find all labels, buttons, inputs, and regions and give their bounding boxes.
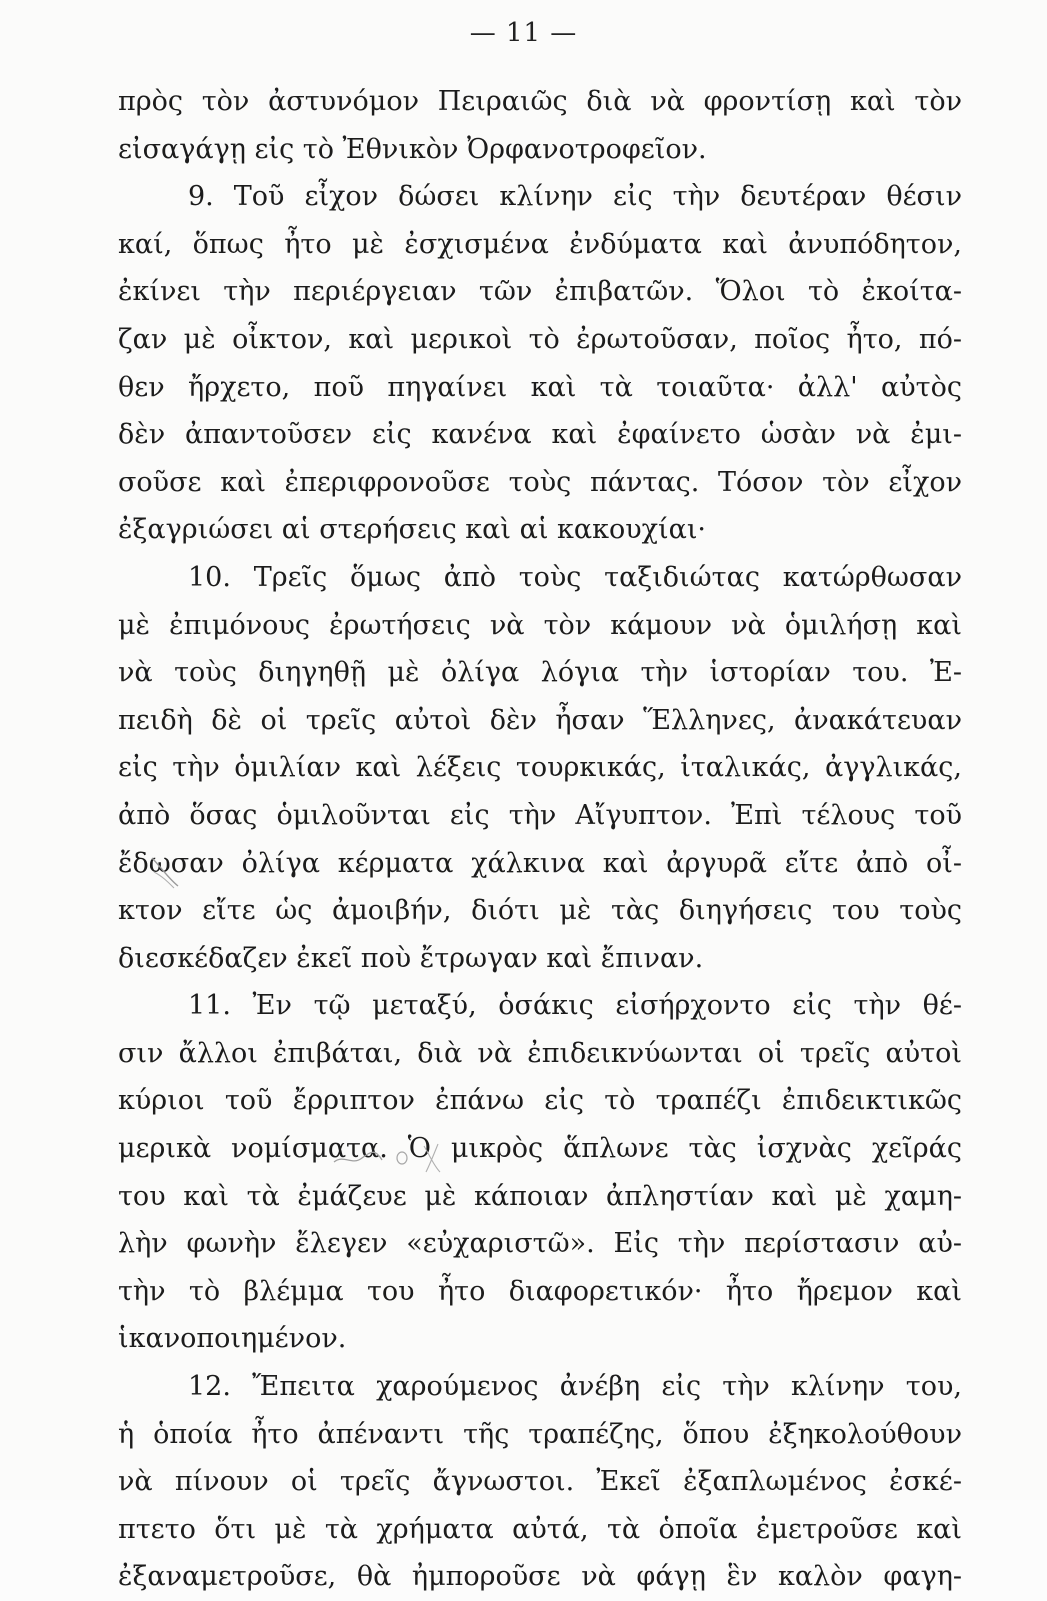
text-line: ζαν μὲ οἶκτον, καὶ μερικοὶ τὸ ἐρωτοῦσαν, ποῖος ἦτο, πό-: [118, 323, 962, 355]
text-line: εἰς τὴν ὁμιλίαν καὶ λέξεις τουρκικάς, ἰταλικάς, ἀγγλικάς,: [118, 752, 962, 784]
text-line: διεσκέδαζεν ἐκεῖ ποὺ ἔτρωγαν καὶ ἔπιναν.: [118, 942, 704, 974]
text-line: σιν ἄλλοι ἐπιβάται, διὰ νὰ ἐπιδεικνύωνται οἱ τρεῖς αὐτοὶ: [118, 1037, 962, 1069]
text-line: ἐξαγριώσει αἱ στερήσεις καὶ αἱ κακουχίαι·: [118, 514, 706, 546]
text-line: κτον εἴτε ὡς ἀμοιβήν, διότι μὲ τὰς διηγήσεις του τοὺς: [118, 895, 962, 927]
text-line: τὴν τὸ βλέμμα του ἦτο διαφορετικόν· ἦτο ἤρεμον καὶ: [118, 1275, 962, 1307]
text-line: μερικὰ νομίσματα. Ὁ μικρὸς ἅπλωνε τὰς ἰσχνὰς χεῖράς: [118, 1133, 962, 1165]
text-line: ἐκίνει τὴν περιέργειαν τῶν ἐπιβατῶν. Ὅλοι τὸ ἐκοίτα-: [118, 276, 962, 308]
text-line: δὲν ἀπαντοῦσεν εἰς κανένα καὶ ἐφαίνετο ὡσὰν νὰ ἐμι-: [118, 419, 962, 451]
text-line: μὲ ἐπιμόνους ἐρωτήσεις νὰ τὸν κάμουν νὰ ὁμιλήσῃ καὶ: [118, 609, 962, 641]
text-line: πειδὴ δὲ οἱ τρεῖς αὐτοὶ δὲν ἦσαν Ἕλληνες, ἀνακάτευαν: [118, 704, 962, 736]
text-line: 11. Ἐν τῷ μεταξύ, ὁσάκις εἰσήρχοντο εἰς τὴν θέ-: [188, 990, 962, 1022]
text-line: πτετο ὅτι μὲ τὰ χρήματα αὐτά, τὰ ὁποῖα ἐμετροῦσε καὶ: [118, 1513, 962, 1545]
text-line: 10. Τρεῖς ὅμως ἀπὸ τοὺς ταξιδιώτας κατώρθωσαν: [188, 561, 962, 593]
text-line: λὴν φωνὴν ἔλεγεν «εὐχαριστῶ». Εἰς τὴν περίστασιν αὐ-: [118, 1228, 962, 1260]
text-line: εἰσαγάγῃ εἰς τὸ Ἐθνικὸν Ὀρφανοτροφεῖον.: [118, 133, 707, 165]
text-line: ἐξαναμετροῦσε, θὰ ἠμποροῦσε νὰ φάγῃ ἓν καλὸν φαγη-: [118, 1561, 962, 1593]
text-line: πρὸς τὸν ἀστυνόμον Πειραιῶς διὰ νὰ φροντίσῃ καὶ τὸν: [118, 86, 962, 117]
text-line: ἀπὸ ὅσας ὁμιλοῦνται εἰς τὴν Αἴγυπτον. Ἐπὶ τέλους τοῦ: [118, 799, 962, 831]
text-line: ἡ ὁποία ἦτο ἀπέναντι τῆς τραπέζης, ὅπου ἐξηκολούθουν: [118, 1418, 962, 1450]
text-line: του καὶ τὰ ἐμάζευε μὲ κάποιαν ἀπληστίαν καὶ μὲ χαμη-: [118, 1180, 962, 1212]
text-line: κύριοι τοῦ ἔρριπτον ἐπάνω εἰς τὸ τραπέζι ἐπιδεικτικῶς: [118, 1085, 962, 1117]
text-line: θεν ἤρχετο, ποῦ πηγαίνει καὶ τὰ τοιαῦτα· ἀλλ' αὐτὸς: [118, 371, 962, 403]
text-line: νὰ πίνουν οἱ τρεῖς ἄγνωστοι. Ἐκεῖ ἐξαπλωμένος ἐσκέ-: [118, 1466, 962, 1498]
text-line: ἱκανοποιημένον.: [118, 1323, 347, 1355]
text-line: νὰ τοὺς διηγηθῇ μὲ ὀλίγα λόγια τὴν ἱστορίαν του. Ἐ-: [118, 657, 962, 689]
body-text: [118, 78, 962, 1601]
page-number: — 11 —: [469, 18, 578, 48]
text-line: καί, ὅπως ἦτο μὲ ἐσχισμένα ἐνδύματα καὶ ἀνυπόδητον,: [118, 228, 962, 260]
text-line: 12. Ἔπειτα χαρούμενος ἀνέβη εἰς τὴν κλίνην του,: [188, 1371, 962, 1403]
text-line: 9. Τοῦ εἶχον δώσει κλίνην εἰς τὴν δευτέραν θέσιν: [188, 181, 962, 213]
text-line: ἔδωσαν ὀλίγα κέρματα χάλκινα καὶ ἀργυρᾶ εἴτε ἀπὸ οἶ-: [118, 847, 962, 879]
text-line: σοῦσε καὶ ἐπεριφρονοῦσε τοὺς πάντας. Τόσον τὸν εἶχον: [118, 466, 962, 498]
